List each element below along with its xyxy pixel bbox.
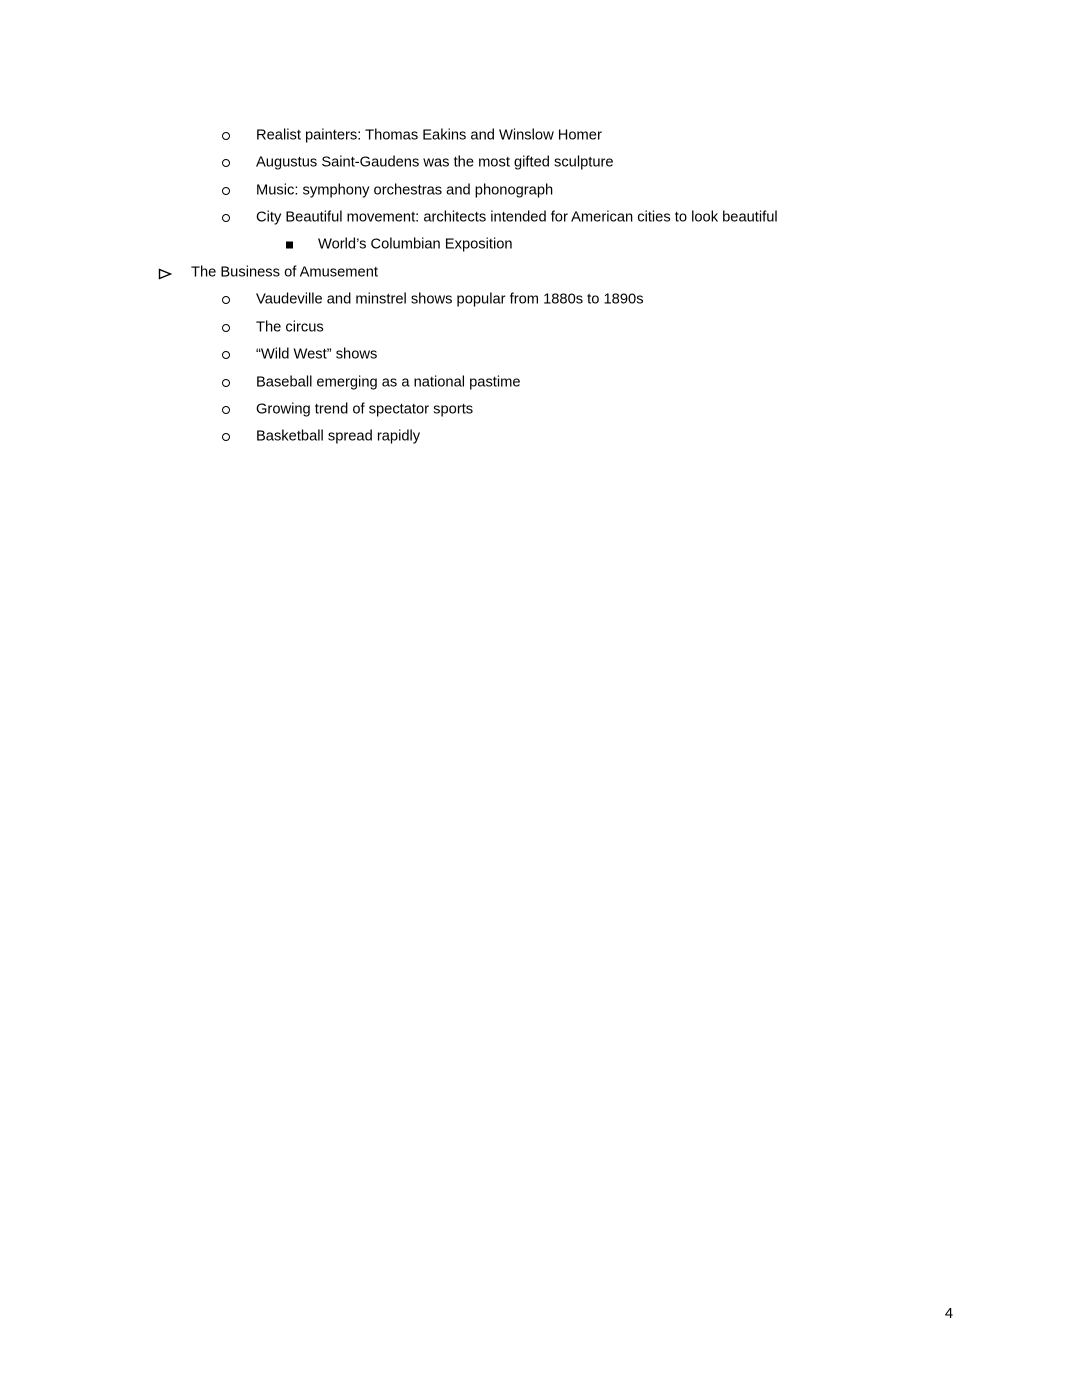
page-number: 4 [944,1306,953,1322]
list-item [0,287,1080,314]
circle-bullet-icon [222,132,230,140]
list-item-text: Music: symphony orchestras and phonograph [256,182,554,199]
circle-bullet-icon [222,433,230,441]
list-item [0,232,1080,259]
list-item-text: Baseball emerging as a national pastime [256,374,521,391]
list-item-text: The Business of Amusement [191,264,378,281]
list-item-text: World’s Columbian Exposition [318,237,513,254]
list-item-text: City Beautiful movement: architects intended for American cities to look beautiful [256,209,778,226]
list-item [0,177,1080,204]
circle-bullet-icon [222,187,230,195]
list-item [0,369,1080,396]
list-item [0,314,1080,341]
list-item-text: The circus [256,319,324,336]
list-item [0,341,1080,368]
list-item-text: Vaudeville and minstrel shows popular from 1880s to 1890s [256,291,644,308]
list-item [0,259,1080,286]
list-item-text: Basketball spread rapidly [256,428,421,445]
list-item [0,424,1080,451]
list-item [0,149,1080,176]
circle-bullet-icon [222,379,230,387]
circle-bullet-icon [222,296,230,304]
list-item [0,122,1080,149]
outline-list [0,122,1080,451]
list-item [0,204,1080,231]
circle-bullet-icon [222,324,230,332]
list-item-text: Realist painters: Thomas Eakins and Winslow Homer [256,127,602,144]
circle-bullet-icon [222,159,230,167]
circle-bullet-icon [222,406,230,414]
list-item-text: “Wild West” shows [256,346,378,363]
list-item-text: Augustus Saint-Gaudens was the most gifted sculpture [256,154,614,171]
list-item [0,396,1080,423]
square-bullet-icon [286,242,293,249]
list-item-text: Growing trend of spectator sports [256,401,474,418]
arrow-bullet-icon [158,267,172,279]
circle-bullet-icon [222,351,230,359]
circle-bullet-icon [222,214,230,222]
